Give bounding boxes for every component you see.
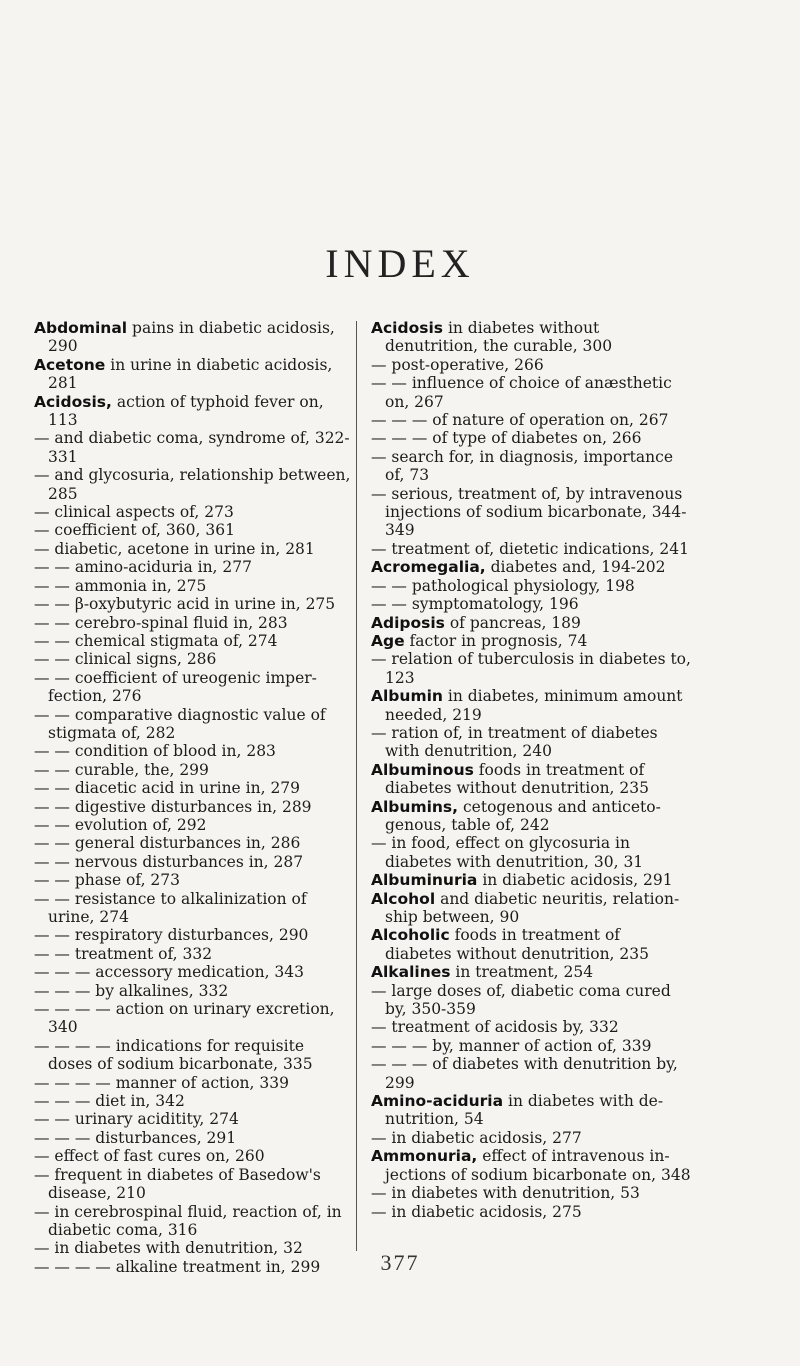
index-entry [34, 890, 352, 927]
index-entry-text: — in diabetes with denutrition, 32 [34, 1239, 303, 1258]
index-entry-text: — treatment of acidosis by, 332 [371, 1018, 619, 1037]
index-column-left [34, 319, 352, 1276]
index-entry [371, 1184, 691, 1202]
index-entry-text: — — pathological physiology, 198 [371, 576, 635, 595]
index-entry [371, 319, 691, 356]
index-entry-heading: Albumin [371, 687, 443, 706]
index-entry-text: and diabetic neuritis, relationship between, 90 [385, 889, 680, 926]
index-entry-text: — in diabetic acidosis, 275 [371, 1202, 582, 1221]
index-entry-text: effect of intravenous injections of sodium bicarbonate on, 348 [385, 1147, 691, 1184]
index-entry [34, 669, 352, 706]
index-entry-text: in diabetes with denutrition, 54 [385, 1092, 664, 1129]
index-entry [371, 798, 691, 835]
index-entry-text: — — digestive disturbances in, 289 [34, 797, 312, 816]
index-entry [34, 926, 352, 944]
index-entry-text: — and glycosuria, relationship between, 285 [34, 466, 351, 503]
index-entry-text: — — respiratory disturbances, 290 [34, 926, 309, 945]
index-entry [371, 1203, 691, 1221]
index-entry-heading: Albumins, [371, 797, 459, 816]
index-entry [371, 724, 691, 761]
index-entry-text: — — phase of, 273 [34, 871, 181, 890]
index-entry-text: — — ammonia in, 275 [34, 576, 207, 595]
index-entry [34, 1129, 352, 1147]
index-entry-heading: Alkalines [371, 963, 451, 982]
index-entry [34, 761, 352, 779]
index-entry [34, 558, 352, 576]
index-entry [371, 485, 691, 540]
index-entry-text: — relation of tuberculosis in diabetes to, 123 [371, 650, 691, 687]
index-entry-text: in treatment, 254 [450, 963, 594, 982]
index-entry-text: in diabetic acidosis, 291 [477, 871, 673, 890]
index-entry [371, 890, 691, 927]
index-entry [34, 577, 352, 595]
index-entry-heading: Abdominal [34, 319, 128, 337]
index-entry-heading: Adiposis [371, 613, 445, 632]
index-entry-heading: Ammonuria, [371, 1147, 478, 1166]
index-entry [371, 834, 691, 871]
index-entry-heading: Alcohol [371, 889, 436, 908]
index-entry [371, 1129, 691, 1147]
index-entry-text: of pancreas, 189 [444, 613, 581, 632]
index-entry [371, 963, 691, 981]
index-entry [34, 1000, 352, 1037]
index-entry [371, 374, 691, 411]
index-entry-text: — coefficient of, 360, 361 [34, 521, 235, 540]
index-entry-text: — — symptomatology, 196 [371, 595, 579, 614]
index-entry [371, 1018, 691, 1036]
index-entry-text: — — amino-aciduria in, 277 [34, 558, 252, 577]
index-entry [34, 356, 352, 393]
index-entry-text: — treatment of, dietetic indications, 241 [371, 539, 689, 558]
index-entry-text: — — evolution of, 292 [34, 815, 207, 834]
index-entry-text: — — — — indications for requisite doses of sodium bicarbonate, 335 [34, 1036, 313, 1074]
index-entry [34, 742, 352, 760]
index-entry [371, 761, 691, 798]
index-entry [34, 963, 352, 981]
index-entry [371, 1055, 691, 1092]
page-title: INDEX [325, 241, 475, 286]
index-entry-text: — — — of type of diabetes on, 266 [371, 429, 642, 448]
index-entry [371, 540, 691, 558]
index-entry-text: — — influence of choice of anæsthetic on, 267 [371, 374, 672, 411]
index-entry-heading: Age [371, 631, 405, 650]
index-entry [34, 1037, 352, 1074]
index-entry-text: — and diabetic coma, syndrome of, 322-331 [34, 429, 350, 466]
index-entry [371, 650, 691, 687]
index-entry [34, 503, 352, 521]
index-entry [371, 448, 691, 485]
index-entry [34, 1110, 352, 1128]
index-entry [371, 871, 691, 889]
index-entry-text: — — general disturbances in, 286 [34, 834, 301, 853]
index-entry-text: — — — diet in, 342 [34, 1092, 185, 1111]
index-entry [371, 558, 691, 576]
index-entry-heading: Acromegalia, [371, 558, 486, 577]
index-entry [371, 926, 691, 963]
index-entry [34, 798, 352, 816]
index-entry [34, 393, 352, 430]
index-entry-text: in diabetes without denutrition, the curable, 300 [385, 319, 613, 356]
index-entry [34, 1074, 352, 1092]
index-entry [34, 595, 352, 613]
index-entry-heading: Acidosis, [34, 392, 112, 411]
index-entry-text: in diabetes, minimum amount needed, 219 [385, 687, 683, 724]
index-entry [371, 411, 691, 429]
index-entry [371, 356, 691, 374]
index-entry [371, 632, 691, 650]
index-entry [371, 1037, 691, 1055]
index-entry-heading: Acetone [34, 355, 106, 374]
index-entry [34, 706, 352, 743]
column-divider [356, 321, 357, 1251]
index-entry-text: — in diabetic acidosis, 277 [371, 1128, 582, 1147]
index-entry-text: — — — accessory medication, 343 [34, 963, 305, 982]
index-entry [371, 1147, 691, 1184]
index-entry-text: — diabetic, acetone in urine in, 281 [34, 539, 315, 558]
page-number: 377 [380, 1250, 420, 1275]
index-entry-text: — search for, in diagnosis, importance of, 73 [371, 447, 673, 485]
index-entry-text: — — — — action on urinary excretion, 340 [34, 1000, 335, 1037]
index-entry-heading: Alcoholic [371, 926, 450, 945]
index-entry [34, 1166, 352, 1203]
index-entry [34, 853, 352, 871]
index-entry-text: — — — of nature of operation on, 267 [371, 411, 669, 430]
index-entry [34, 650, 352, 668]
index-entry-text: — — cerebro-spinal fluid in, 283 [34, 613, 288, 632]
index-entry-heading: Amino-aciduria [371, 1092, 504, 1111]
index-entry [371, 429, 691, 447]
index-entry-text: — — curable, the, 299 [34, 760, 209, 779]
index-entry-text: — — — of diabetes with denutrition by, 299 [371, 1055, 678, 1092]
index-entry-text: factor in prognosis, 74 [404, 631, 588, 650]
index-entry [371, 577, 691, 595]
index-entry [371, 1092, 691, 1129]
index-entry-text: — serious, treatment of, by intravenous injections of sodium bicarbonate, 344-349 [371, 484, 687, 540]
index-entry [371, 595, 691, 613]
index-entry-text: — — — by, manner of action of, 339 [371, 1036, 652, 1055]
index-entry [34, 614, 352, 632]
index-entry [34, 466, 352, 503]
index-entry-text: — frequent in diabetes of Basedow's disease, 210 [34, 1165, 321, 1203]
index-entry [34, 816, 352, 834]
index-entry-text: cetogenous and anticetogenous, table of, 242 [385, 797, 661, 834]
index-entry-text: — — comparative diagnostic value of stigmata of, 282 [34, 705, 326, 742]
index-entry [34, 319, 352, 356]
index-entry-text: — — chemical stigmata of, 274 [34, 631, 278, 650]
index-entry-text: — post-operative, 266 [371, 355, 544, 374]
index-entry-text: diabetes and, 194-202 [485, 558, 666, 577]
index-entry-text: — clinical aspects of, 273 [34, 503, 234, 522]
index-entry-text: — — — — manner of action, 339 [34, 1073, 289, 1092]
index-entry [34, 1092, 352, 1110]
index-entry [371, 982, 691, 1019]
index-entry [34, 982, 352, 1000]
index-entry [34, 1147, 352, 1165]
index-entry-text: — — nervous disturbances in, 287 [34, 852, 304, 871]
index-entry-heading: Albuminuria [371, 871, 478, 890]
index-entry [34, 871, 352, 889]
index-entry-text: — — condition of blood in, 283 [34, 742, 276, 761]
index-entry-text: — effect of fast cures on, 260 [34, 1147, 265, 1166]
index-entry-text: — in diabetes with denutrition, 53 [371, 1184, 640, 1203]
index-entry-text: — large doses of, diabetic coma cured by, 350-359 [371, 981, 671, 1019]
index-entry-text: — — — — alkaline treatment in, 299 [34, 1257, 321, 1276]
index-entry-text: action of typhoid fever on, 113 [48, 392, 324, 430]
index-entry [34, 1203, 352, 1240]
index-entry [34, 834, 352, 852]
index-entry [34, 779, 352, 797]
index-entry-text: — in cerebrospinal fluid, reaction of, in diabetic coma, 316 [34, 1202, 342, 1239]
index-entry-heading: Acidosis [371, 319, 444, 337]
index-entry-text: — — resistance to alkalinization of urine, 274 [34, 889, 307, 926]
index-entry [371, 614, 691, 632]
index-entry-text: pains in diabetic acidosis, 290 [48, 319, 335, 356]
index-entry [371, 687, 691, 724]
index-entry-text: — — clinical signs, 286 [34, 650, 217, 669]
index-entry-text: in urine in diabetic acidosis, 281 [48, 355, 333, 393]
index-entry-text: — — urinary aciditity, 274 [34, 1110, 239, 1129]
index-entry [34, 945, 352, 963]
index-entry [34, 540, 352, 558]
index-entry-text: foods in treatment of diabetes without denutrition, 235 [385, 926, 649, 963]
index-entry-text: foods in treatment of diabetes without denutrition, 235 [385, 760, 649, 798]
index-entry [34, 429, 352, 466]
index-column-right [371, 319, 691, 1221]
index-entry [34, 521, 352, 539]
index-entry-text: — — — by alkalines, 332 [34, 981, 229, 1000]
index-entry-text: — — diacetic acid in urine in, 279 [34, 779, 301, 798]
index-entry-text: — ration of, in treatment of diabetes with denutrition, 240 [371, 723, 658, 761]
index-entry-text: — — treatment of, 332 [34, 944, 213, 963]
index-entry-heading: Albuminous [371, 760, 474, 779]
index-entry-text: — in food, effect on glycosuria in diabetes with denutrition, 30, 31 [371, 834, 644, 871]
index-entry [34, 632, 352, 650]
index-entry-text: — — — disturbances, 291 [34, 1128, 237, 1147]
index-entry-text: — — coefficient of ureogenic imperfection, 276 [34, 668, 317, 706]
index-entry-text: — — β-oxybutyric acid in urine in, 275 [34, 595, 336, 614]
